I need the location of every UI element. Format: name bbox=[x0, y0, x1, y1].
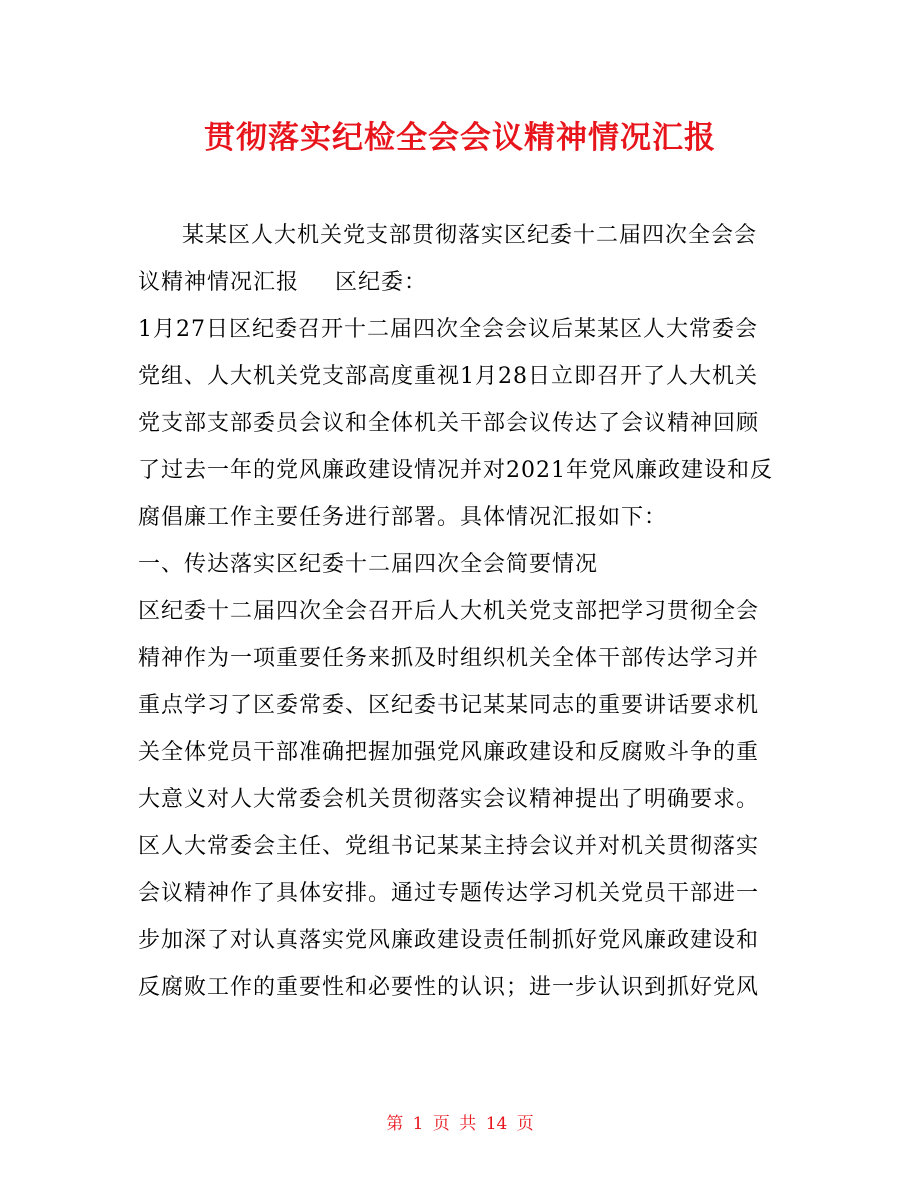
paragraph-line: 腐倡廉工作主要任务进行部署。具体情况汇报如下： bbox=[138, 505, 668, 530]
page-number-footer: 第 1 页 共 14 页 bbox=[386, 1114, 534, 1134]
document-title: 贯彻落实纪检全会会议精神情况汇报 bbox=[204, 120, 716, 156]
paragraph-line: 重点学习了区委常委、区纪委书记某某同志的重要讲话要求机 bbox=[138, 693, 760, 718]
paragraph-line: 会议精神作了具体安排。通过专题传达学习机关党员干部进一 bbox=[138, 881, 760, 906]
paragraph-line: 区人大常委会主任、党组书记某某主持会议并对机关贯彻落实 bbox=[138, 834, 760, 859]
paragraph-line: 反腐败工作的重要性和必要性的认识；进一步认识到抓好党风 bbox=[138, 975, 760, 1000]
paragraph-line bbox=[138, 259, 784, 306]
paragraph-line: 党组、人大机关党支部高度重视1月28日立即召开了人大机关 bbox=[138, 364, 758, 389]
paragraph-line: 某某区人大机关党支部贯彻落实区纪委十二届四次全会会 bbox=[182, 223, 758, 248]
salutation: 区纪委： bbox=[335, 270, 428, 295]
paragraph-line: 精神作为一项重要任务来抓及时组织机关全体干部传达学习并 bbox=[138, 646, 760, 671]
paragraph-line: 区纪委十二届四次全会召开后人大机关党支部把学习贯彻全会 bbox=[138, 599, 760, 624]
paragraph-line: 关全体党员干部准确把握加强党风廉政建设和反腐败斗争的重 bbox=[138, 740, 760, 765]
report-title-tail: 议精神情况汇报 bbox=[138, 270, 300, 295]
paragraph-line: 步加深了对认真落实党风廉政建设责任制抓好党风廉政建设和 bbox=[138, 928, 760, 953]
paragraph-line: 大意义对人大常委会机关贯彻落实会议精神提出了明确要求。 bbox=[138, 787, 760, 812]
paragraph-line: 1月27日区纪委召开十二届四次全会会议后某某区人大常委会 bbox=[138, 317, 758, 342]
paragraph-line: 了过去一年的党风廉政建设情况并对2021年党风廉政建设和反 bbox=[138, 458, 773, 483]
paragraph-line: 党支部支部委员会议和全体机关干部会议传达了会议精神回顾 bbox=[138, 411, 760, 436]
document-body bbox=[138, 212, 784, 1011]
section-heading: 一、传达落实区纪委十二届四次全会简要情况 bbox=[138, 552, 599, 577]
